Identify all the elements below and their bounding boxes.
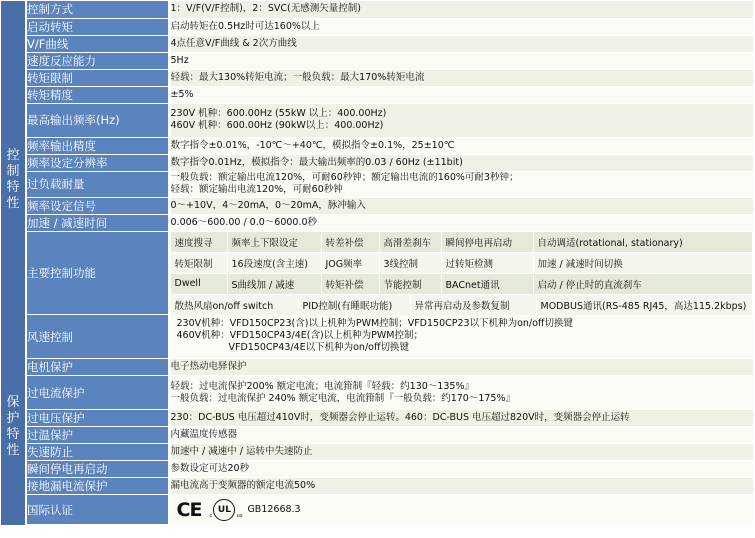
row-label: 最高输出频率(Hz) <box>26 103 169 137</box>
row-label: 失速防止 <box>26 444 169 461</box>
value-line: 加速中 / 减速中 / 运转中失速防止 <box>170 446 313 457</box>
value-line: ±5% <box>170 88 194 100</box>
ce-mark-icon: CE <box>176 498 202 521</box>
row-value <box>169 461 753 478</box>
function-item: PID控制(有睡眠功能) <box>299 295 411 315</box>
value-line: 1：V/F(V/F控制)，2：SVC(无感测矢量控制) <box>170 3 361 15</box>
row-label: 过负载耐量 <box>26 171 169 197</box>
table-row <box>1 69 753 86</box>
function-item: 启动 / 停止时的直流刹车 <box>534 274 754 294</box>
function-item: 过转矩检测 <box>442 253 534 273</box>
row-value <box>169 427 753 444</box>
function-row <box>171 274 754 295</box>
function-rows <box>171 232 754 315</box>
row-label: V/F曲线 <box>26 35 169 52</box>
function-item: 高滑差刹车 <box>380 232 442 252</box>
table-row <box>1 461 753 478</box>
row-value <box>169 86 753 103</box>
table-row <box>1 103 753 137</box>
function-item: 转差补偿 <box>322 232 380 252</box>
row-value <box>169 103 753 137</box>
value-line: 4点任意V/F曲线 & 2次方曲线 <box>170 37 297 49</box>
table-row <box>1 359 753 376</box>
row-value <box>169 444 753 461</box>
row-value <box>169 478 753 495</box>
function-item: 速度搜寻 <box>171 232 228 252</box>
function-item: 节能控制 <box>380 274 442 294</box>
row-label: 速度反应能力 <box>26 52 169 69</box>
value-line: 5Hz <box>170 54 189 66</box>
value-line: 漏电流高于变频器的额定电流50% <box>170 480 316 491</box>
value-line: 460V机种：VFD150CP43/4E(含)以上机种为PWM控制； <box>176 330 423 342</box>
row-value <box>169 137 753 154</box>
row-value <box>169 18 753 35</box>
row-value <box>169 214 753 231</box>
row-value <box>169 359 753 376</box>
table-row <box>1 231 753 315</box>
cert-marks <box>171 499 754 521</box>
row-value <box>169 69 753 86</box>
function-row <box>171 295 754 315</box>
row-label: 过电压保护 <box>26 410 169 427</box>
value-line: 轻载：过电流保护200% 额定电流；电流箝制『轻载：约130～135%』 <box>170 380 474 392</box>
function-item: 自动调适(rotational, stationary) <box>534 232 754 252</box>
function-item: 瞬间停电再启动 <box>442 232 534 252</box>
function-item: BACnet通讯 <box>442 274 534 294</box>
row-value <box>169 35 753 52</box>
function-item: 转矩补偿 <box>322 274 380 294</box>
row-label: 转矩精度 <box>26 86 169 103</box>
category-text: 控制特性 <box>6 147 20 211</box>
value-line: 参数设定可达20秒 <box>170 463 250 474</box>
function-item: Dwell <box>171 274 228 294</box>
function-row <box>171 232 754 253</box>
value-line: 内藏温度传感器 <box>170 429 238 440</box>
table-row <box>1 35 753 52</box>
row-label: 加速 / 减速时间 <box>26 214 169 231</box>
function-grid <box>169 231 753 315</box>
value-line: 0～+10V，4～20mA，0～20mA，脉冲输入 <box>170 199 366 211</box>
value-line: 460V 机种：600.00Hz (90kW以上：400.00Hz) <box>170 120 384 131</box>
value-line: 数字指令0.01Hz，模拟指令：最大输出频率的0.03 / 60Hz (±11bit) <box>170 156 463 168</box>
ul-c-text: c <box>209 512 213 519</box>
row-label: 频率设定信号 <box>26 197 169 214</box>
function-item: S曲线加 / 减速 <box>228 274 322 294</box>
value-line: 230：DC-BUS 电压超过410V时，变频器会停止运转。460：DC-BUS 电压超过820V时，变频器会停止运转 <box>170 412 630 423</box>
row-label: 国际认证 <box>26 495 169 525</box>
table-row <box>1 444 753 461</box>
category-blank <box>1 495 26 525</box>
row-value <box>169 171 753 197</box>
row-value <box>169 154 753 171</box>
value-line: 一般负载：过电流保护 240% 额定电流，电流箝制『一般负载：约170～175%』 <box>170 392 515 404</box>
row-label: 启动转矩 <box>26 18 169 35</box>
table-row <box>1 137 753 154</box>
table-row <box>1 427 753 444</box>
row-label: 电机保护 <box>26 359 169 376</box>
table-row <box>1 86 753 103</box>
table-row <box>1 315 753 359</box>
value-line: 230V机种：VFD150CP23(含)以上机种为PWM控制；VFD150CP23以下机种为on/off切换键 <box>176 318 573 330</box>
row-label: 转矩限制 <box>26 69 169 86</box>
table-row <box>1 52 753 69</box>
function-item: JOG频率 <box>322 253 380 273</box>
value-line: 一般负载：额定输出电流120%，可耐60秒钟；额定输出电流的160%可耐3秒钟； <box>170 172 519 183</box>
row-label: 频率设定分辨率 <box>26 154 169 171</box>
ul-text: UL <box>217 504 231 515</box>
table-row <box>1 495 753 525</box>
value-line: 电子热动电驿保护 <box>170 361 247 372</box>
spec-table <box>1 1 753 525</box>
row-label: 过温保护 <box>26 427 169 444</box>
row-label: 主要控制功能 <box>26 231 169 315</box>
category-label <box>1 359 26 495</box>
cert-value <box>169 495 753 525</box>
value-line: 数字指令±0.01%，-10℃～+40℃，模拟指令±0.1%，25±10℃ <box>170 139 455 151</box>
function-item: 16段速度(含主速) <box>228 253 322 273</box>
table-row <box>1 376 753 410</box>
row-value <box>169 376 753 410</box>
ul-us-text: us <box>236 512 243 519</box>
row-value <box>169 1 753 18</box>
function-item: 异常再启动及参数复制 <box>411 295 537 315</box>
row-label: 频率输出精度 <box>26 137 169 154</box>
value-line: 轻载：最大130%转矩电流；一般负载：最大170%转矩电流 <box>170 71 425 83</box>
row-value <box>169 315 753 359</box>
row-label: 接地漏电流保护 <box>26 478 169 495</box>
value-line: 启动转矩在0.5Hz时可达160%以上 <box>170 20 320 32</box>
row-label: 控制方式 <box>26 1 169 18</box>
row-label: 风速控制 <box>26 315 169 359</box>
row-value <box>169 52 753 69</box>
value-line: VFD150CP43/4E以下机种为on/off切换键 <box>228 342 410 354</box>
table-row <box>1 478 753 495</box>
table-row <box>1 410 753 427</box>
function-item: 加速 / 减速时间切换 <box>534 253 754 273</box>
row-value <box>169 197 753 214</box>
standard-code: GB12668.3 <box>247 503 301 515</box>
row-value <box>169 410 753 427</box>
function-item: MODBUS通讯(RS-485 RJ45，高达115.2kbps) <box>537 295 754 315</box>
value-line: 0.006～600.00 / 0.0～6000.0秒 <box>170 216 318 228</box>
category-label <box>1 1 26 359</box>
row-label: 过电流保护 <box>26 376 169 410</box>
value-line: 轻载：额定输出电流120%，可耐60秒钟 <box>170 184 343 195</box>
function-item: 3线控制 <box>380 253 442 273</box>
value-line: 230V 机种：600.00Hz (55kW 以上：400.00Hz) <box>170 108 387 119</box>
function-item: 转矩限制 <box>171 253 228 273</box>
ul-mark-icon <box>209 499 243 521</box>
table-row <box>1 171 753 197</box>
table-row <box>1 197 753 214</box>
category-text: 保护特性 <box>6 394 20 458</box>
table-row <box>1 1 753 18</box>
table-row <box>1 214 753 231</box>
table-row <box>1 18 753 35</box>
function-item: 散热风扇on/off switch <box>171 295 299 315</box>
table-row <box>1 154 753 171</box>
row-label: 瞬间停电再启动 <box>26 461 169 478</box>
function-item: 频率上下限设定 <box>228 232 322 252</box>
function-row <box>171 253 754 274</box>
